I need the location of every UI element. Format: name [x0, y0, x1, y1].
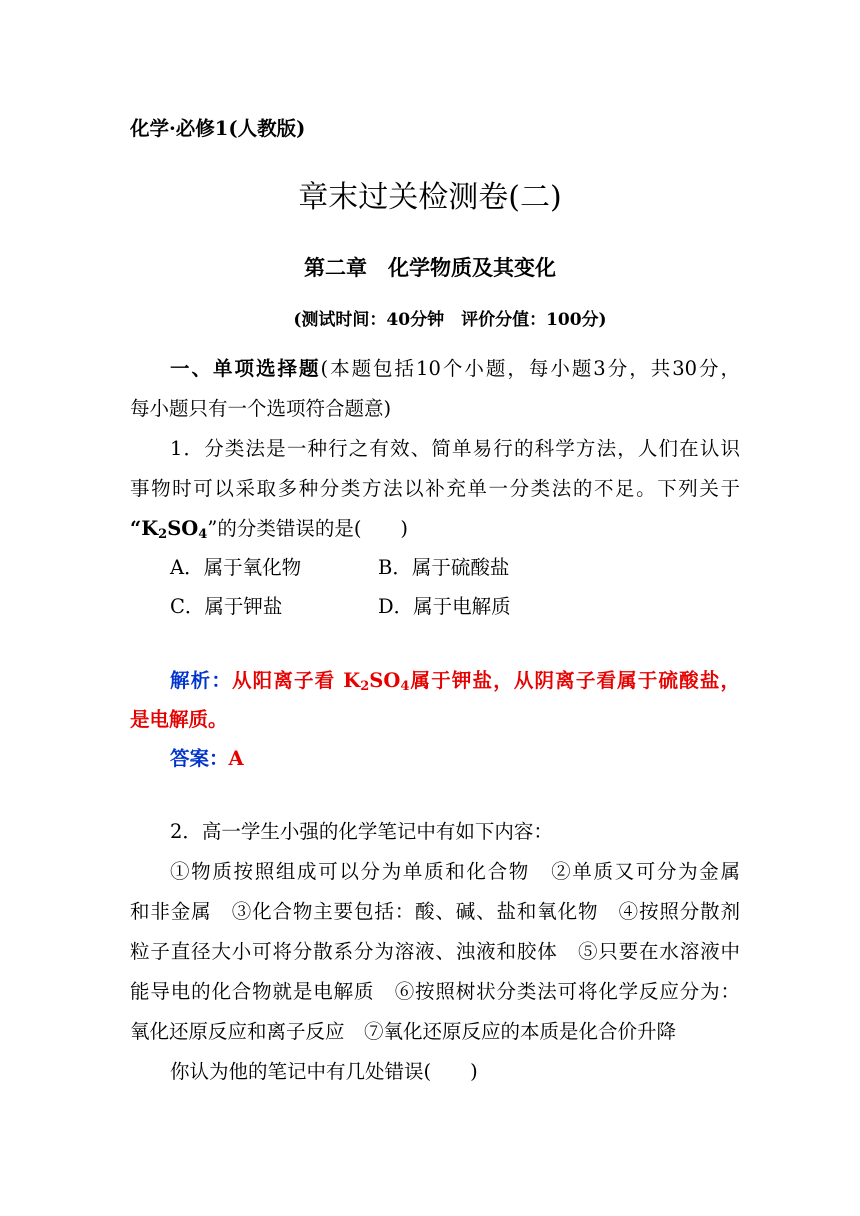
q1-analysis-sub4: 4 [400, 679, 410, 694]
q1-answer [170, 747, 740, 771]
q1-options-row1 [170, 556, 740, 580]
q1-analysis-sub2: 2 [360, 679, 370, 694]
q2-line1: 2．高一学生小强的化学笔记中有如下内容： [170, 820, 553, 843]
q2-line4: 粒子直径大小可将分散系分为溶液、浊液和胶体 ⑤只要在水溶液中 [130, 940, 740, 963]
chapter-subtitle: 第二章 化学物质及其变化 [304, 255, 556, 280]
q1-option-b: B．属于硫酸盐 [378, 556, 510, 579]
q1-line3 [130, 517, 740, 547]
q2-line6: 氧化还原反应和离子反应 ⑦氧化还原反应的本质是化合价升降 [130, 1020, 677, 1043]
q1-formula-k: “K [130, 517, 159, 540]
subject-header: 化学·必修1(人教版) [130, 117, 306, 140]
page-title: 章末过关检测卷(二) [298, 180, 562, 215]
q1-answer-value: A [228, 747, 244, 770]
q1-line1: 1．分类法是一种行之有效、简单易行的科学方法，人们在认识 [170, 437, 740, 460]
q1-option-a: A．属于氧化物 [170, 556, 302, 579]
q1-analysis-line2: 是电解质。 [130, 708, 228, 731]
q1-option-d: D．属于电解质 [378, 595, 511, 618]
q2-line7: 你认为他的笔记中有几处错误( ) [170, 1060, 478, 1083]
q1-formula-sub2: 2 [158, 527, 168, 542]
q1-analysis-line1 [170, 669, 740, 699]
test-info: (测试时间：40分钟 评价分值：100分) [293, 310, 607, 330]
section1-desc-2: 每小题只有一个选项符合题意) [130, 397, 392, 420]
section1-desc-1: (本题包括10个小题，每小题3分，共30分， [320, 357, 740, 380]
section1-line1 [170, 357, 740, 381]
q1-line3-rest: ”的分类错误的是( ) [207, 517, 409, 540]
q1-analysis-p2: 属于钾盐，从阴离子看属于硫酸盐， [409, 669, 740, 692]
q1-formula-sub4: 4 [198, 527, 208, 542]
q1-formula-so: SO [167, 517, 199, 540]
q2-line3: 和非金属 ③化合物主要包括：酸、碱、盐和氧化物 ④按照分散剂 [130, 900, 740, 923]
q1-analysis-so: SO [369, 669, 401, 692]
q1-analysis-p1: 从阳离子看 K [232, 669, 361, 692]
q1-line2: 事物时可以采取多种分类方法以补充单一分类法的不足。下列关于 [130, 477, 740, 500]
q2-line2: ①物质按照组成可以分为单质和化合物 ②单质又可分为金属 [170, 860, 740, 883]
section1-heading: 一、单项选择题 [170, 357, 321, 380]
q2-line5: 能导电的化合物就是电解质 ⑥按照树状分类法可将化学反应分为： [130, 980, 740, 1003]
q1-options-row2 [170, 595, 740, 619]
q1-answer-label: 答案： [170, 747, 229, 770]
q1-analysis-label: 解析： [170, 669, 232, 692]
q1-option-c: C．属于钾盐 [170, 595, 283, 618]
